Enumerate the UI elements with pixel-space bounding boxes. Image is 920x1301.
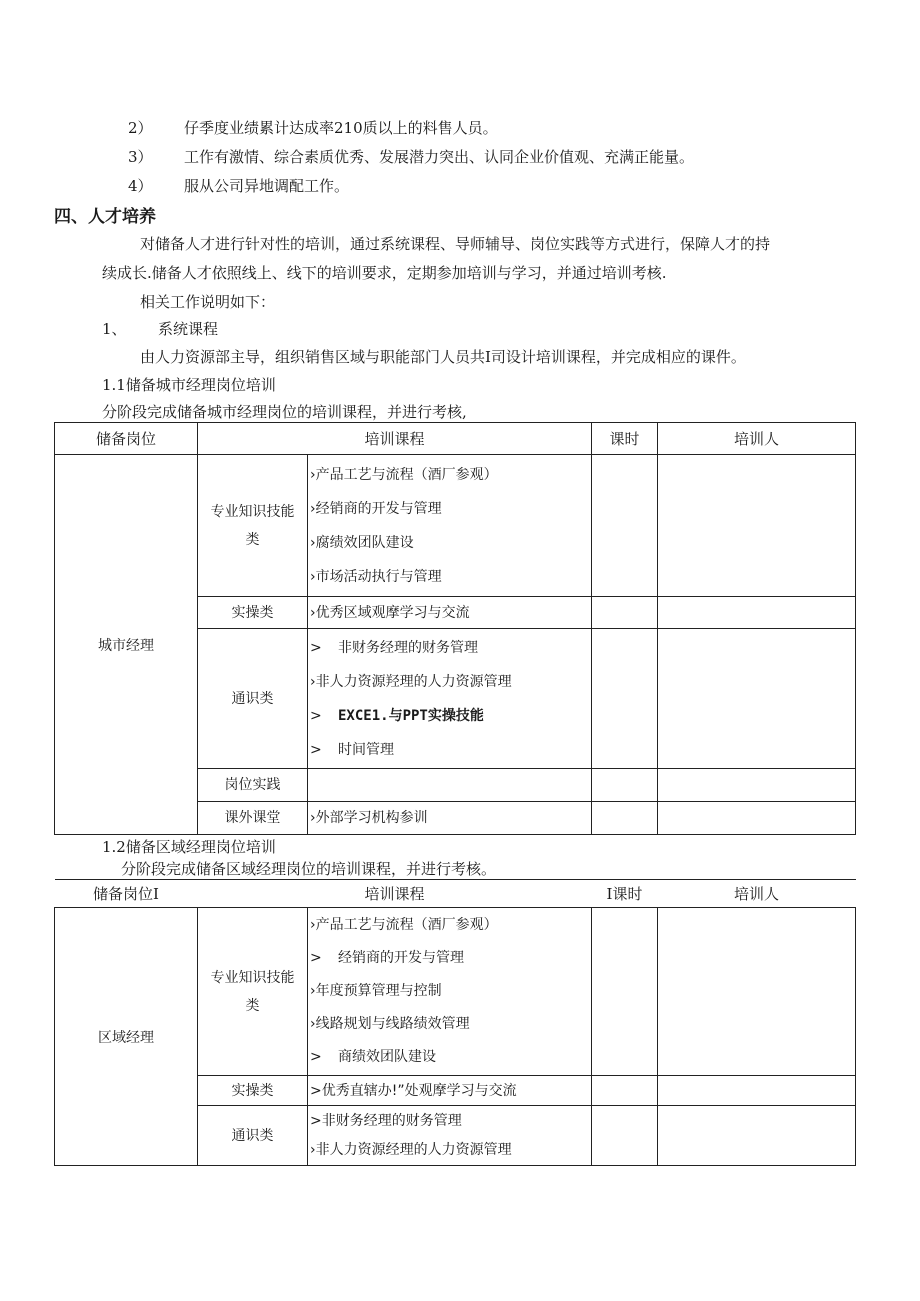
course-item: ›市场活动执行与管理 xyxy=(310,568,442,585)
course-item: ›产品工艺与流程（酒厂参观） xyxy=(310,466,498,483)
list-item-text: 工作有激情、综合素质优秀、发展潜力突出、认同企业价值观、充满正能量。 xyxy=(184,148,695,166)
list-item-text: 仔季度业绩累计达成率210质以上的料售人员。 xyxy=(184,119,498,137)
list-item-text: 服从公司异地调配工作。 xyxy=(184,177,350,195)
trainer-cell xyxy=(658,769,856,802)
hours-cell xyxy=(592,908,658,1076)
position-cell: 城市经理 xyxy=(55,455,198,835)
course-item: ›经销商的开发与管理 xyxy=(310,500,442,517)
category-cell xyxy=(198,908,308,1076)
subsection-number: 1、 xyxy=(102,320,127,338)
course-item: ›外部学习机构参训 xyxy=(310,810,428,826)
course-text: 商绩效团队建设 xyxy=(338,1049,436,1065)
header-trainer: 培训人 xyxy=(658,880,856,908)
course-item: >优秀直辖办!”处观摩学习与交流 xyxy=(310,1082,517,1099)
course-marker: > xyxy=(310,741,322,758)
course-text: 经销商的开发与管理 xyxy=(338,950,464,966)
header-hours: 课时 xyxy=(592,423,658,455)
course-item: ›腐绩效团队建设 xyxy=(310,534,414,551)
training-table-city xyxy=(54,422,856,835)
header-course: 培训课程 xyxy=(198,423,592,455)
related-note: 相关工作说明如下： xyxy=(140,293,276,311)
list-number: 2） xyxy=(128,119,153,137)
category-cell: 实操类 xyxy=(198,597,308,629)
course-list xyxy=(308,802,592,835)
course-item xyxy=(308,942,591,975)
trainer-cell xyxy=(658,802,856,835)
hours-cell xyxy=(592,629,658,769)
course-text: EXCE1.与PPT实操技能 xyxy=(338,707,484,724)
section-heading: 四、人才培养 xyxy=(54,207,156,227)
subsection-title: 系统课程 xyxy=(158,320,219,338)
header-trainer: 培训人 xyxy=(658,423,856,455)
category-cell: 通识类 xyxy=(198,629,308,769)
hours-cell xyxy=(592,802,658,835)
course-list xyxy=(308,1106,592,1166)
hours-cell xyxy=(592,1106,658,1166)
trainer-cell xyxy=(658,597,856,629)
course-item: ›优秀区域观摩学习与交流 xyxy=(310,604,470,621)
category-cell: 课外课堂 xyxy=(198,802,308,835)
course-marker: > xyxy=(310,1049,322,1065)
training-table-region xyxy=(54,879,856,1166)
course-text: 时间管理 xyxy=(338,741,394,758)
course-item: >非财务经理的财务管理 xyxy=(310,1112,462,1129)
course-item xyxy=(308,733,591,767)
course-item xyxy=(308,631,591,665)
trainer-cell xyxy=(658,629,856,769)
course-list xyxy=(308,769,592,802)
hours-cell xyxy=(592,597,658,629)
list-number: 4） xyxy=(128,177,153,195)
course-item: ›非人力资源羟理的人力资源管理 xyxy=(310,673,512,690)
header-position: 储备岗位I xyxy=(55,880,198,908)
intro-line: 对储备人才进行针对性的培训，通过系统课程、导师辅导、岗位实践等方式进行，保障人才的持 xyxy=(140,235,771,253)
category-cell: 岗位实践 xyxy=(198,769,308,802)
category-label: 专业知识技能类 xyxy=(210,969,295,1014)
course-list xyxy=(308,1076,592,1106)
trainer-cell xyxy=(658,908,856,1076)
header-hours: I课时 xyxy=(592,880,658,908)
category-label: 专业知识技能类 xyxy=(210,503,295,548)
category-cell: 通识类 xyxy=(198,1106,308,1166)
hours-cell xyxy=(592,769,658,802)
position-cell: 区域经理 xyxy=(55,908,198,1166)
course-list xyxy=(308,629,592,769)
course-item: ›年度预算管理与控制 xyxy=(310,983,442,999)
course-list xyxy=(308,455,592,597)
hours-cell xyxy=(592,1076,658,1106)
course-item: ›产品工艺与流程（酒厂参观） xyxy=(310,917,498,933)
course-text: 非财务经理的财务管理 xyxy=(338,639,478,656)
subsection-desc: 分阶段完成储备城市经理岗位的培训课程，并进行考核, xyxy=(102,403,467,421)
subsection-title: 1.1储备城市经理岗位培训 xyxy=(102,376,276,394)
course-item: ›非人力资源经理的人力资源管理 xyxy=(310,1141,512,1158)
category-cell xyxy=(198,455,308,597)
subsection-desc: 分阶段完成储备区域经理岗位的培训课程，并进行考核。 xyxy=(121,860,497,878)
category-cell: 实操类 xyxy=(198,1076,308,1106)
subsection-desc: 由人力资源部主导，组织销售区域与职能部门人员共I司设计培训课程，并完成相应的课件。 xyxy=(140,348,746,366)
course-marker: > xyxy=(310,950,322,966)
trainer-cell xyxy=(658,1106,856,1166)
subsection-title: 1.2储备区域经理岗位培训 xyxy=(102,838,276,856)
course-marker: > xyxy=(310,639,322,656)
course-item xyxy=(308,1041,591,1074)
hours-cell xyxy=(592,455,658,597)
trainer-cell xyxy=(658,1076,856,1106)
course-list xyxy=(308,908,592,1076)
course-marker: > xyxy=(310,707,322,724)
course-list xyxy=(308,597,592,629)
course-item xyxy=(308,699,591,733)
intro-line: 续成长.储备人才依照线上、线下的培训要求，定期参加培训与学习，并通过培训考核. xyxy=(102,264,667,282)
list-number: 3） xyxy=(128,148,153,166)
header-position: 储备岗位 xyxy=(55,423,198,455)
course-item: ›线路规划与线路绩效管理 xyxy=(310,1016,470,1032)
header-course: 培训课程 xyxy=(198,880,592,908)
trainer-cell xyxy=(658,455,856,597)
